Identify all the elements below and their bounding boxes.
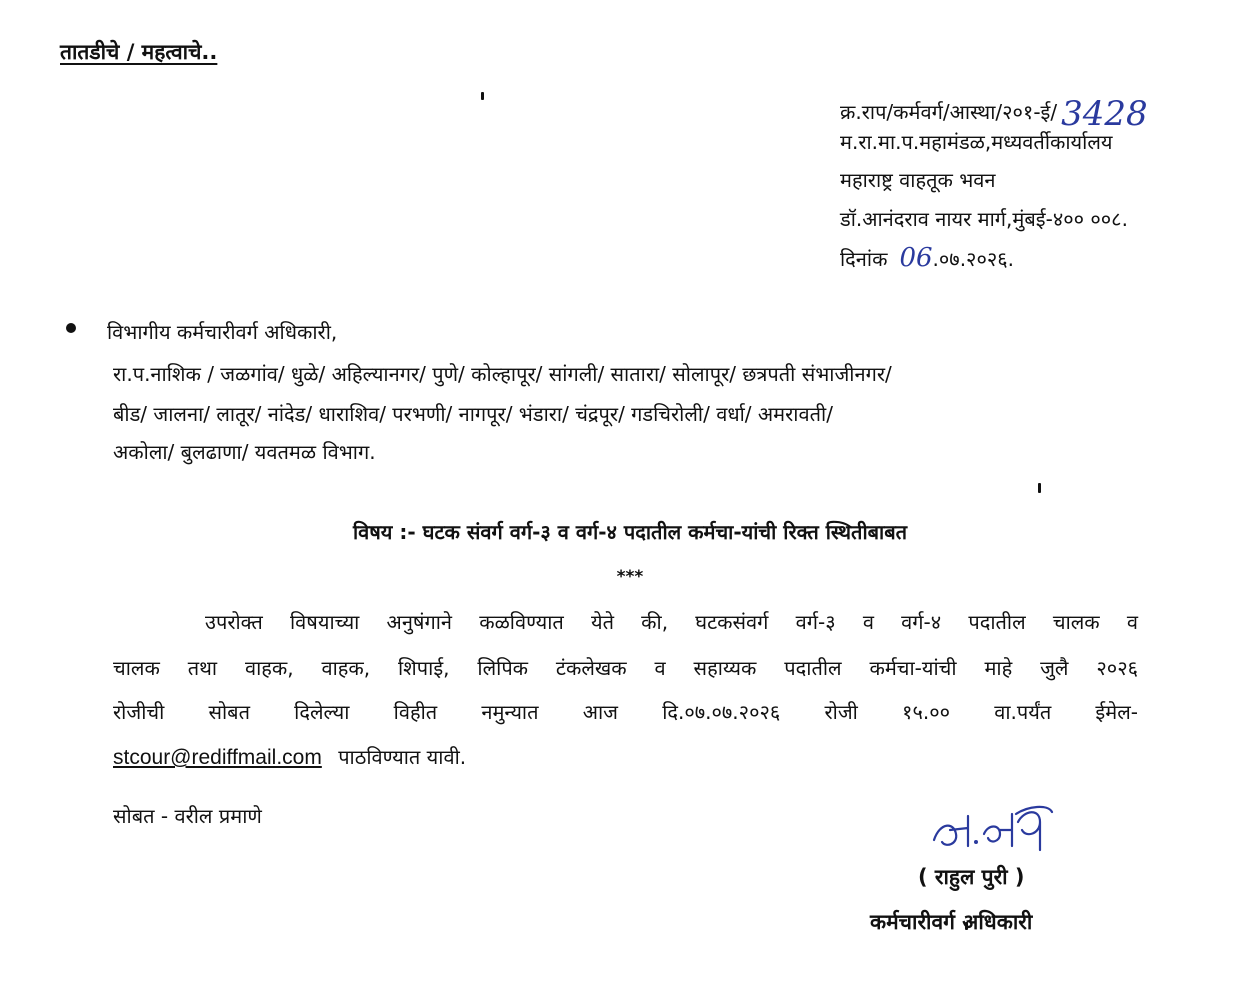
scan-speck [481,92,484,100]
date-suffix: .०७.२०२६. [932,247,1015,271]
signatory-name: ( राहुल पुरी ) [918,865,1025,889]
body-line-2: चालक तथा वाहक, वाहक, शिपाई, लिपिक टंकलेखक व सहाय्यक पदातील कर्मचा-यांची माहे जुलै २०२६ [113,656,1138,680]
handwritten-reference: 3428 [1061,94,1148,134]
reference-number [840,88,1148,134]
body-line-4-tail: पाठविण्यात यावी. [338,745,467,769]
handwritten-day: 06 [899,243,933,273]
recipient-divisions-line-1: रा.प.नाशिक / जळगांव/ धुळे/ अहिल्यानगर/ पुणे/ कोल्हापूर/ सांगली/ सातारा/ सोलापूर/ छत्रपती संभाजीनगर/ [113,362,892,386]
reference-prefix: क्र.राप/कर्मवर्ग/आस्था/२०१-ई/ [840,100,1058,124]
office-line-1: म.रा.मा.प.महामंडळ,मध्यवर्तीकार्यालय [840,130,1113,154]
body-line-1: उपरोक्त विषयाच्या अनुषंगाने कळविण्यात येते की, घटकसंवर्ग वर्ग-३ व वर्ग-४ पदातील चालक व [205,610,1138,634]
email-link[interactable]: stcour@rediffmail.com [113,746,322,769]
date-label: दिनांक [840,247,888,271]
subject-line: विषय :- घटक संवर्ग वर्ग-३ व वर्ग-४ पदातील कर्मचा-यांची रिक्त स्थितीबाबत [352,520,908,544]
office-line-3: डॉ.आनंदराव नायर मार्ग,मुंबई-४०० ००८. [840,207,1128,231]
body-line-4 [113,743,466,770]
separator: *** [616,567,644,587]
bullet-icon [66,323,76,333]
recipient-title: विभागीय कर्मचारीवर्ग अधिकारी, [107,320,338,344]
body-line-3: रोजीची सोबत दिलेल्या विहीत नमुन्यात आज दि.०७.०७.२०२६ रोजी १५.०० वा.पर्यंत ईमेल- [113,700,1138,724]
scan-speck [1038,483,1041,493]
signatory-designation: कर्मचारीवर्ग अधिकारी [870,910,1033,934]
letter-date [840,243,1014,273]
recipient-divisions-line-2: बीड/ जालना/ लातूर/ नांदेड/ धाराशिव/ परभणी/ नागपूर/ भंडारा/ चंद्रपूर/ गडचिरोली/ वर्धा/ अमरावती/ [113,402,833,426]
handwritten-signature [928,800,1058,862]
enclosure-note: सोबत - वरील प्रमाणे [113,804,262,828]
office-line-2: महाराष्ट्र वाहतूक भवन [840,168,996,192]
recipient-divisions-line-3: अकोला/ बुलढाणा/ यवतमळ विभाग. [113,440,376,464]
priority-label: तातडीचे / महत्वाचे.. [60,40,218,64]
